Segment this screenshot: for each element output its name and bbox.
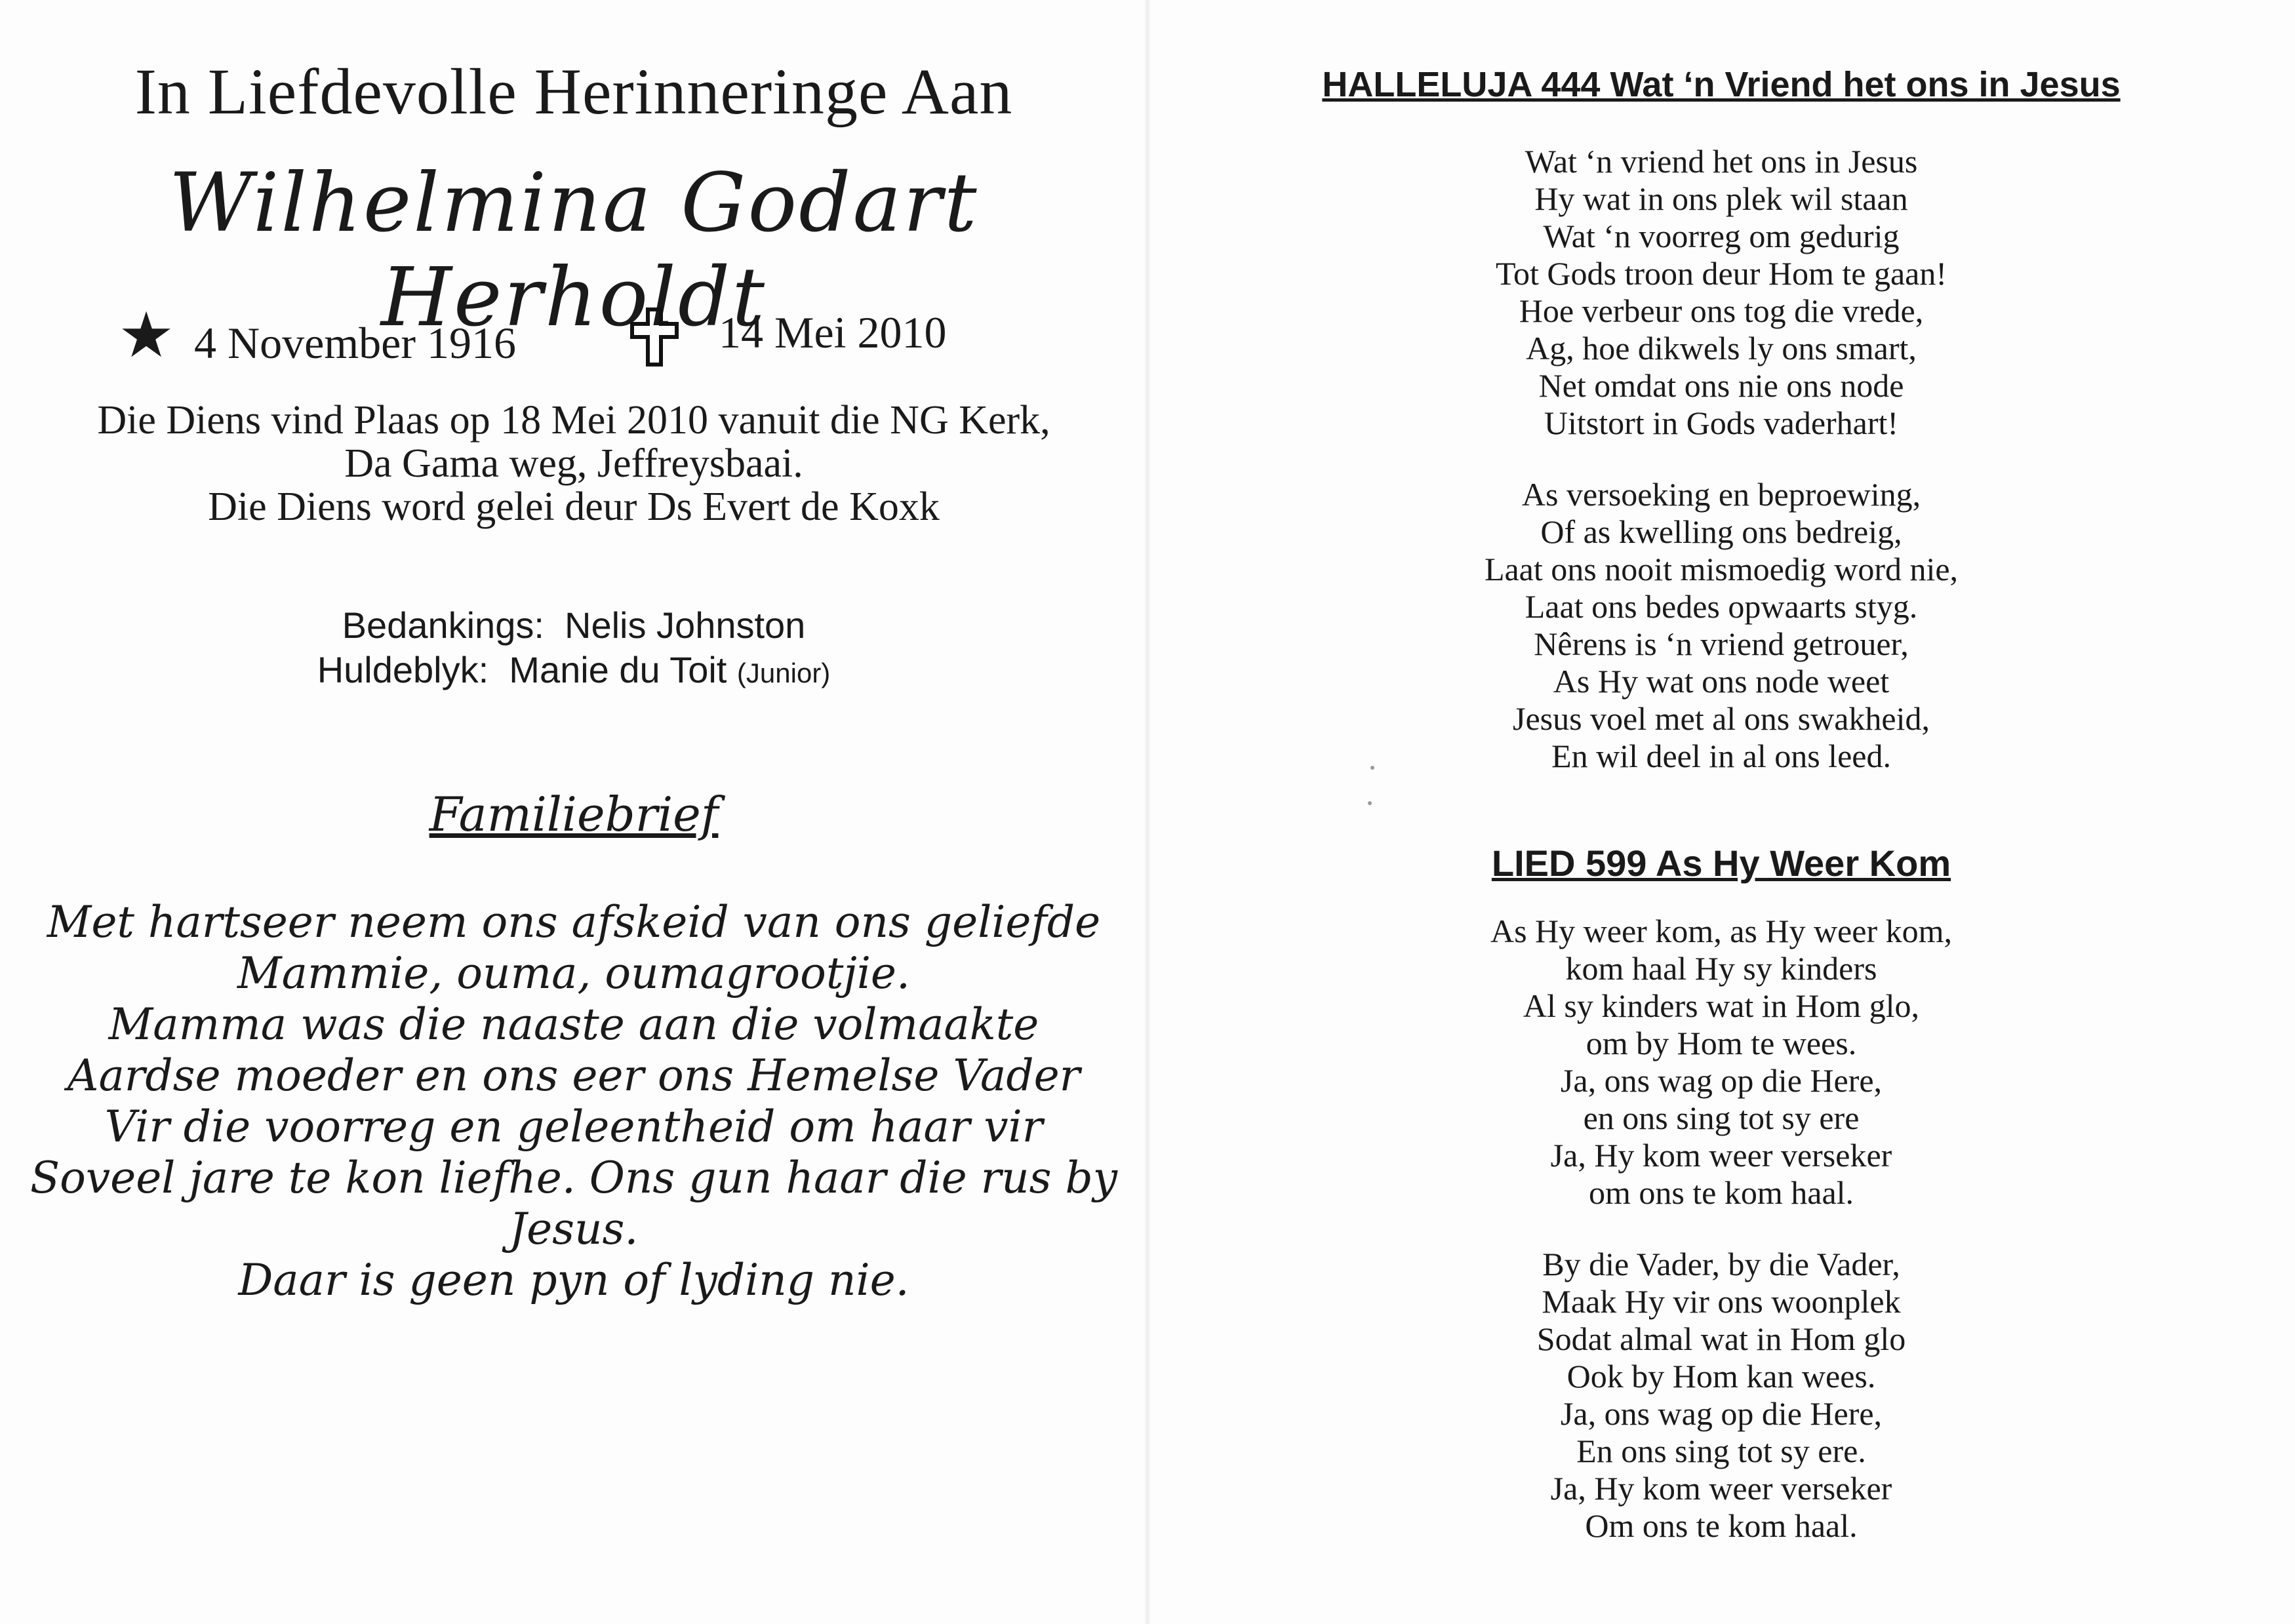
verse-line: Ja, ons wag op die Here, (1560, 1062, 1883, 1099)
verse-line: Laat ons bedes opwaarts styg. (1525, 588, 1918, 625)
birth-date: 4 November 1916 (194, 318, 517, 368)
thanks-row (0, 603, 1148, 648)
verse-line: Maak Hy vir ons woonplek (1542, 1283, 1901, 1320)
verse-line: Uitstort in Gods vaderhart! (1544, 405, 1899, 441)
roles (0, 603, 1148, 696)
tribute-label: Huldeblyk: (317, 649, 489, 690)
hymn1-verse2 (1148, 476, 2295, 775)
tribute-note: (Junior) (736, 658, 831, 688)
verse-line: Net omdat ons nie ons node (1538, 367, 1904, 404)
letter-line: Daar is geen pyn of lyding nie. (238, 1255, 909, 1305)
letter-line: Jesus. (509, 1204, 639, 1254)
tribute-name: Manie du Toit (509, 649, 727, 690)
memorial-title: In Liefdevolle Herinneringe Aan (134, 55, 1013, 128)
hymn2-verse2 (1148, 1246, 2295, 1545)
letter-line: Mammie, ouma, oumagrootjie. (237, 948, 910, 999)
verse-line: Wat ‘n vriend het ons in Jesus (1525, 143, 1918, 180)
verse-line: om by Hom te wees. (1586, 1025, 1857, 1061)
cross-icon (628, 307, 681, 367)
letter-line: Met hartseer neem ons afskeid van ons geliefde (47, 897, 1101, 947)
thanks-name: Nelis Johnston (565, 604, 806, 646)
letter-line: Soveel jare te kon liefhe. Ons gun haar die rus by (30, 1153, 1118, 1203)
verse-line: Ja, Hy kom weer verseker (1550, 1470, 1892, 1507)
hymn2-verse1 (1148, 913, 2295, 1212)
verse-line: Of as kwelling ons bedreig, (1540, 513, 1902, 550)
hymn1-title: HALLELUJA 444 Wat ‘n Vriend het ons in Jesus (1322, 65, 2121, 104)
thanks-label: Bedankings: (342, 604, 544, 646)
verse-line: En ons sing tot sy ere. (1576, 1433, 1866, 1469)
scan-speck (1370, 766, 1374, 770)
verse-line: Hoe verbeur ons tog die vrede, (1519, 292, 1924, 329)
family-letter (0, 897, 1148, 1306)
letter-line: Vir die voorreg en geleentheid om haar vir (104, 1101, 1043, 1152)
hymn2-title: LIED 599 As Hy Weer Kom (1491, 842, 1951, 884)
verse-line: By die Vader, by die Vader, (1542, 1246, 1900, 1282)
service-line: Die Diens word gelei deur Ds Evert de Koxk (208, 485, 940, 529)
tribute-row (0, 648, 1148, 696)
service-details (0, 399, 1148, 528)
verse-line: om ons te kom haal. (1588, 1174, 1854, 1211)
verse-line: Wat ‘n voorreg om gedurig (1543, 218, 1900, 254)
verse-line: Al sy kinders wat in Hom glo, (1523, 987, 1920, 1024)
verse-line: Om ons te kom haal. (1585, 1507, 1858, 1544)
death-date: 14 Mei 2010 (719, 307, 947, 357)
verse-line: En wil deel in al ons leed. (1551, 738, 1891, 774)
verse-line: As Hy weer kom, as Hy weer kom, (1490, 913, 1952, 949)
verse-line: Sodat almal wat in Hom glo (1536, 1320, 1906, 1357)
verse-line: en ons sing tot sy ere (1583, 1099, 1860, 1136)
deceased-name: Wilhelmina Godart Herholdt (169, 156, 979, 345)
letter-line: Mamma was die naaste aan die volmaakte (108, 999, 1039, 1050)
verse-line: As versoeking en beproewing, (1521, 476, 1921, 513)
verse-line: Ja, ons wag op die Here, (1560, 1395, 1883, 1432)
service-line: Die Diens vind Plaas op 18 Mei 2010 vanuit die NG Kerk, (97, 398, 1050, 443)
verse-line: Jesus voel met al ons swakheid, (1512, 700, 1930, 737)
verse-line: kom haal Hy sy kinders (1565, 950, 1877, 987)
hymn1-verse1 (1148, 143, 2295, 442)
verse-line: Tot Gods troon deur Hom te gaan! (1495, 255, 1947, 292)
verse-line: Nêrens is ‘n vriend getrouer, (1534, 625, 1909, 662)
right-page (1148, 0, 2295, 1624)
star-icon: ★ (118, 300, 175, 370)
verse-line: As Hy wat ons node weet (1553, 663, 1890, 700)
verse-line: Ook by Hom kan wees. (1567, 1358, 1876, 1395)
verse-line: Ja, Hy kom weer verseker (1550, 1137, 1892, 1174)
letter-line: Aardse moeder en ons eer ons Hemelse Vader (67, 1050, 1081, 1101)
service-line: Da Gama weg, Jeffreysbaai. (344, 441, 803, 486)
verse-line: Ag, hoe dikwels ly ons smart, (1526, 330, 1917, 366)
verse-line: Laat ons nooit mismoedig word nie, (1484, 551, 1959, 587)
verse-line: Hy wat in ons plek wil staan (1534, 180, 1908, 217)
letter-heading: Familiebrief (429, 787, 719, 842)
scan-speck (1368, 801, 1372, 805)
